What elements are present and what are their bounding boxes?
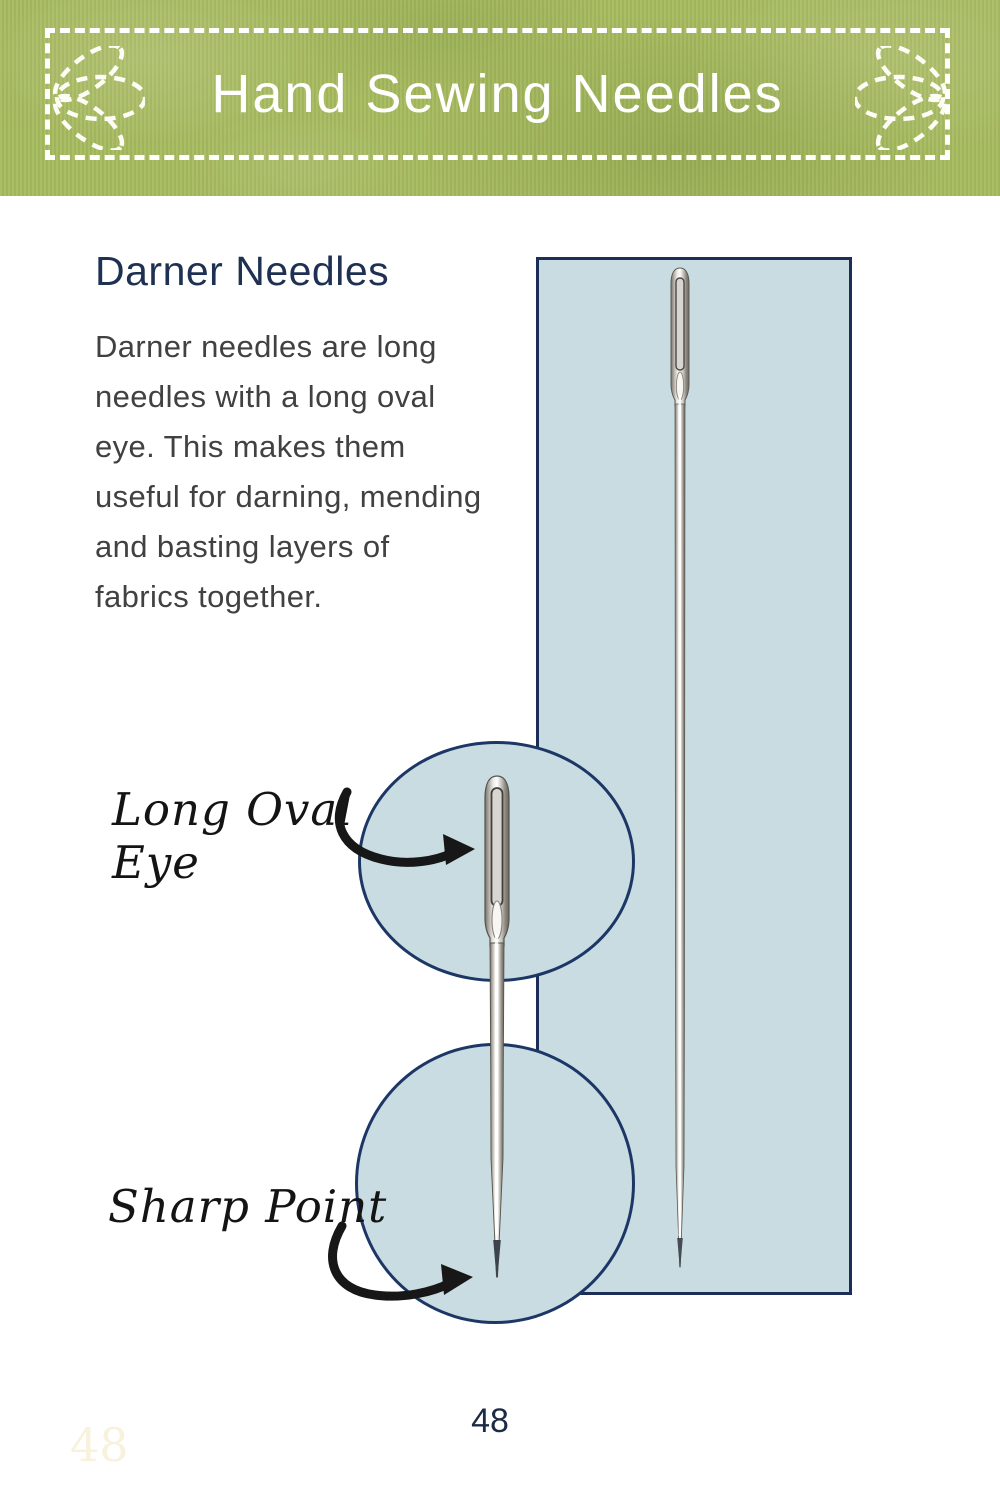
paragraph-line: fabrics together.: [95, 579, 323, 614]
paragraph-line: eye. This makes them: [95, 429, 406, 464]
paragraph-line: needles with a long oval: [95, 379, 436, 414]
callout-label-long-oval-eye: [112, 783, 354, 889]
darner-needle-photo: [663, 266, 697, 1270]
closeup-needle-point: [493, 1240, 501, 1277]
needle-tip: [677, 1238, 683, 1267]
page-number-watermark: 48: [70, 1418, 129, 1472]
dashed-stitch-frame: [45, 28, 950, 160]
section-heading: Darner Needles: [95, 248, 390, 294]
callout-label-sharp-point: Sharp Point: [108, 1180, 388, 1233]
needle-closeup: [462, 768, 532, 1292]
paragraph-line: useful for darning, mending: [95, 479, 482, 514]
paragraph-line: Darner needles are long: [95, 329, 437, 364]
callout-line: Long Oval: [112, 783, 354, 836]
paragraph-line: and basting layers of: [95, 529, 390, 564]
callout-line: Eye: [112, 836, 200, 889]
body-paragraph: [95, 322, 515, 622]
header-banner: [0, 0, 1000, 196]
page-number: 48: [471, 1402, 509, 1440]
page-title: Hand Sewing Needles: [211, 64, 784, 124]
